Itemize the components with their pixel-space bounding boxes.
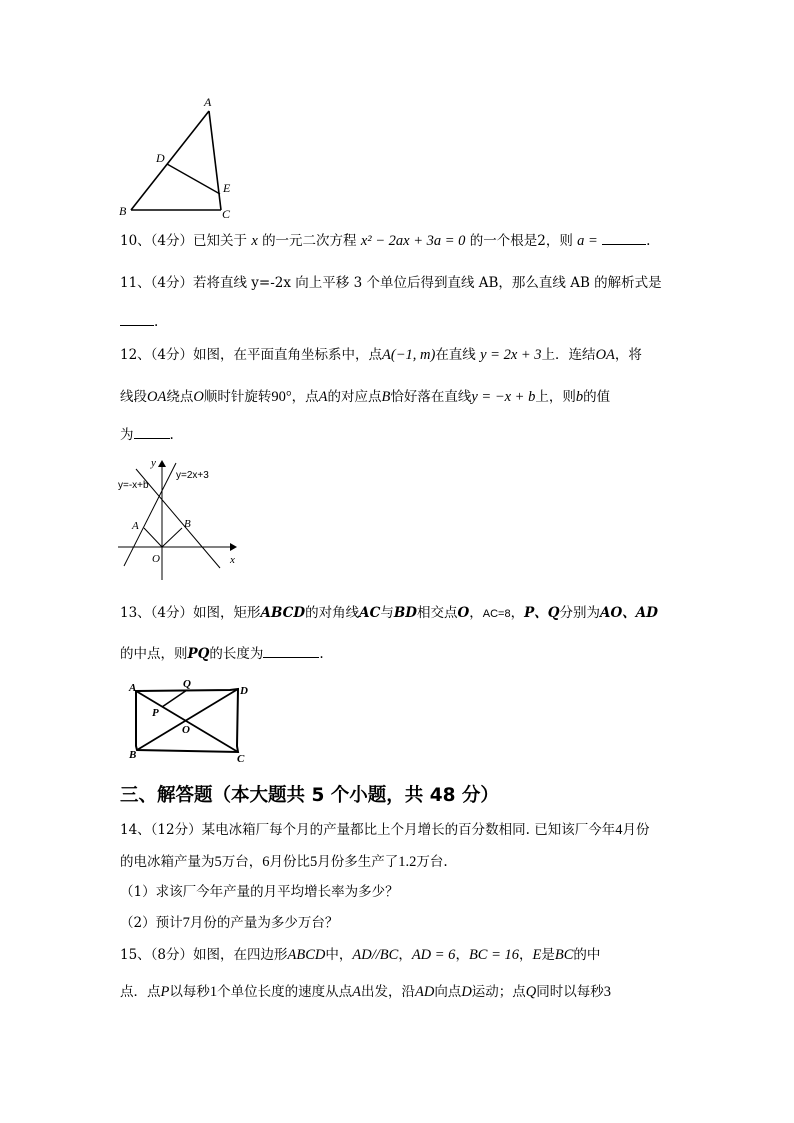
q13-ao-ad: AO、AD bbox=[600, 605, 658, 621]
y-axis-label: y bbox=[151, 457, 156, 469]
label-a: A bbox=[204, 95, 212, 109]
section-3-heading: 三、解答题（本大题共 5 个小题，共 48 分） bbox=[120, 785, 499, 806]
q14-sub2-b: 月份的产量为多少万台？ bbox=[189, 915, 339, 931]
q15-l1-b: 中， bbox=[325, 947, 353, 963]
q12-l3-end: . bbox=[169, 427, 174, 443]
question-12 bbox=[120, 346, 642, 364]
rect-label-d: D bbox=[240, 685, 248, 697]
side-ab bbox=[131, 111, 209, 210]
q15-cond3: BC = 16 bbox=[468, 947, 520, 963]
q15-l2-f: 运动；点 bbox=[471, 984, 526, 1000]
q14-l2-a: 的电冰箱产量为 bbox=[120, 854, 215, 870]
q15-l2-g: 同时以每秒 bbox=[536, 984, 604, 1000]
label-e: E bbox=[223, 181, 231, 195]
label-c: C bbox=[222, 207, 231, 221]
question-12-line2 bbox=[120, 388, 610, 406]
q13-l2-b: 的长度为 bbox=[209, 646, 264, 662]
q11-answer-blank[interactable] bbox=[120, 313, 154, 326]
q14-l2-n4: 1.2 bbox=[398, 854, 417, 870]
q13-part2: 的对角线 bbox=[305, 605, 360, 621]
q12-l2-b-pt: B bbox=[381, 389, 391, 405]
rect-label-q: Q bbox=[183, 678, 191, 690]
q10-answer-blank[interactable] bbox=[602, 232, 646, 245]
diagonal-ac bbox=[136, 691, 238, 752]
line-label-neg: y=-x+b bbox=[118, 480, 149, 491]
q10-a-eq: a = bbox=[577, 233, 598, 249]
q15-l2-a: 点．点 bbox=[120, 984, 161, 1000]
question-11-line2 bbox=[120, 313, 158, 331]
q15-l1-c: 是 bbox=[541, 947, 555, 963]
q12-l2-a: 线段 bbox=[120, 389, 147, 405]
q15-l2-c: 个单位长度的速度从点 bbox=[217, 984, 353, 1000]
q12-l2-c: 顺时针旋转 bbox=[203, 389, 272, 405]
q14-l2-n1: 5 bbox=[214, 854, 222, 870]
q13-part7: 分别为 bbox=[559, 605, 600, 621]
side-ac bbox=[209, 111, 221, 210]
question-14 bbox=[120, 821, 649, 839]
question-15 bbox=[120, 946, 600, 964]
q15-l2-d: 出发，沿 bbox=[360, 984, 415, 1000]
q15-l1-a: 15、（8分）如图，在四边形 bbox=[120, 947, 288, 963]
q12-answer-blank[interactable] bbox=[134, 426, 170, 439]
q15-e: E bbox=[532, 947, 542, 963]
q12-line-eq: y = 2x + 3 bbox=[480, 347, 542, 363]
q12-l2-d: ，点 bbox=[291, 389, 319, 405]
q13-abcd: ABCD bbox=[260, 605, 306, 621]
q12-l2-oa: OA bbox=[147, 389, 167, 405]
q12-point-a: A(−1, m) bbox=[382, 347, 436, 363]
q14-l2-n3: 5 bbox=[310, 854, 318, 870]
q13-ac-eq: AC=8 bbox=[482, 608, 511, 620]
q10-num: 10、（4分）已知关于 bbox=[120, 233, 248, 249]
q15-abcd: ABCD bbox=[287, 947, 326, 963]
q15-one: 1 bbox=[209, 984, 218, 1000]
q12-l2-o: O bbox=[193, 389, 204, 405]
q14-l2-n2: 6 bbox=[262, 854, 270, 870]
q12-l2-eq: y = −x + b bbox=[471, 389, 536, 405]
q10-equation: x² − 2ax + 3a = 0 bbox=[360, 233, 466, 249]
q10-var-x: x bbox=[251, 233, 258, 249]
segment-oa bbox=[144, 528, 162, 547]
segment-de bbox=[167, 164, 220, 194]
question-14-sub2 bbox=[120, 914, 338, 932]
q14-sub2-a: （2）预计 bbox=[120, 915, 183, 931]
q13-o: O bbox=[457, 605, 470, 621]
question-15-line2 bbox=[120, 983, 611, 1001]
rect-label-o: O bbox=[182, 724, 190, 736]
diagonal-bd bbox=[137, 689, 238, 750]
q13-part1: 13、（4分）如图，矩形 bbox=[120, 605, 261, 621]
rect-label-c: C bbox=[237, 753, 245, 765]
q12-part3: 上．连结 bbox=[541, 347, 596, 363]
question-11 bbox=[120, 274, 662, 292]
q10-tail: 的一个根是2，则 bbox=[469, 233, 573, 249]
q15-cond2: AD = 6 bbox=[411, 947, 456, 963]
q15-l1-d: 的中 bbox=[573, 947, 601, 963]
q13-pq-pts: P、Q bbox=[524, 605, 560, 621]
q12-oa: OA bbox=[595, 347, 615, 363]
q15-l2-e: 向点 bbox=[434, 984, 462, 1000]
question-10 bbox=[120, 232, 650, 250]
triangle-figure bbox=[112, 94, 252, 224]
origin-label: O bbox=[152, 553, 160, 565]
q15-d: D bbox=[461, 984, 472, 1000]
label-b: B bbox=[119, 204, 127, 218]
q12-l2-a-pt: A bbox=[318, 389, 328, 405]
q15-sep1: ， bbox=[398, 947, 412, 963]
q14-l1-num: 4 bbox=[615, 822, 623, 838]
q12-l2-h: 的值 bbox=[583, 389, 611, 405]
q12-l2-b: 绕点 bbox=[166, 389, 194, 405]
q13-ac: AC bbox=[359, 605, 381, 621]
question-13-line2 bbox=[120, 645, 324, 663]
q15-ad: AD bbox=[414, 984, 435, 1000]
segment-pq bbox=[162, 690, 187, 707]
q15-l2-b: 以每秒 bbox=[169, 984, 210, 1000]
line-label-pos: y=2x+3 bbox=[176, 470, 209, 481]
q10-end: . bbox=[646, 233, 651, 249]
segment-ob bbox=[162, 528, 182, 547]
q15-q: Q bbox=[525, 984, 537, 1000]
q13-l2-a: 的中点，则 bbox=[120, 646, 188, 662]
q15-sep2: ， bbox=[455, 947, 469, 963]
q12-l2-e: 的对应点 bbox=[327, 389, 382, 405]
line-y-2x-3 bbox=[124, 463, 176, 566]
q14-l1-a: 14、（12分）某电冰箱厂每个月的产量都比上个月增长的百分数相同. 已知该厂今年 bbox=[120, 822, 616, 838]
rect-label-a: A bbox=[129, 682, 137, 694]
x-axis-label: x bbox=[230, 554, 235, 566]
q14-l2-c: 月份比 bbox=[269, 854, 310, 870]
q12-l2-f: 恰好落在直线 bbox=[390, 389, 472, 405]
q12-l3-a: 为 bbox=[120, 427, 134, 443]
coordinate-figure bbox=[116, 455, 246, 580]
rectangle-figure bbox=[120, 676, 260, 768]
q14-sub2-num: 7 bbox=[182, 915, 190, 931]
question-13 bbox=[120, 604, 658, 623]
q14-l2-e: 万台. bbox=[416, 854, 448, 870]
q13-part3: 与 bbox=[380, 605, 394, 621]
q13-part6: ， bbox=[510, 605, 525, 621]
rect-label-p: P bbox=[152, 707, 159, 719]
question-14-sub1 bbox=[120, 883, 399, 901]
q12-part1: 12、（4分）如图，在平面直角坐标系中，点 bbox=[120, 347, 383, 363]
q13-l2-end: . bbox=[319, 646, 324, 662]
q15-sep3: ， bbox=[519, 947, 533, 963]
q13-part5: ， bbox=[469, 605, 483, 621]
q14-l1-b: 月份 bbox=[622, 822, 650, 838]
q13-bd: BD bbox=[393, 605, 417, 621]
q11-end: . bbox=[154, 314, 159, 330]
line-y-neg-x-b bbox=[136, 469, 220, 568]
q14-l2-b: 万台， bbox=[221, 854, 263, 870]
q12-l2-b-var: b bbox=[575, 389, 584, 405]
q15-p: P bbox=[160, 984, 170, 1000]
question-14-line2 bbox=[120, 853, 448, 871]
q14-sub1: （1）求该厂今年产量的月平均增长率为多少？ bbox=[120, 884, 399, 900]
q15-three: 3 bbox=[603, 984, 612, 1000]
q12-angle: 90° bbox=[271, 389, 292, 405]
q15-a: A bbox=[352, 984, 361, 1000]
q12-l2-g: 上，则 bbox=[535, 389, 576, 405]
q12-part2: 在直线 bbox=[435, 347, 476, 363]
q15-bc: BC bbox=[554, 947, 574, 963]
q12-part4: ，将 bbox=[614, 347, 642, 363]
q13-pq: PQ bbox=[187, 646, 210, 662]
point-b-label: B bbox=[184, 518, 191, 530]
question-12-line3 bbox=[120, 426, 174, 444]
q13-answer-blank[interactable] bbox=[263, 645, 319, 658]
q11-text: 11、（4分）若将直线 y=-2x 向上平移 3 个单位后得到直线 AB，那么直线 AB 的解析式是 bbox=[120, 275, 662, 291]
label-d: D bbox=[156, 151, 165, 165]
q13-part4: 相交点 bbox=[416, 605, 458, 621]
rect-label-b: B bbox=[129, 749, 137, 761]
q15-cond1: AD//BC bbox=[352, 947, 399, 963]
q10-mid: 的一元二次方程 bbox=[262, 233, 357, 249]
q14-l2-d: 月份多生产了 bbox=[317, 854, 399, 870]
point-a-label: A bbox=[132, 520, 139, 532]
